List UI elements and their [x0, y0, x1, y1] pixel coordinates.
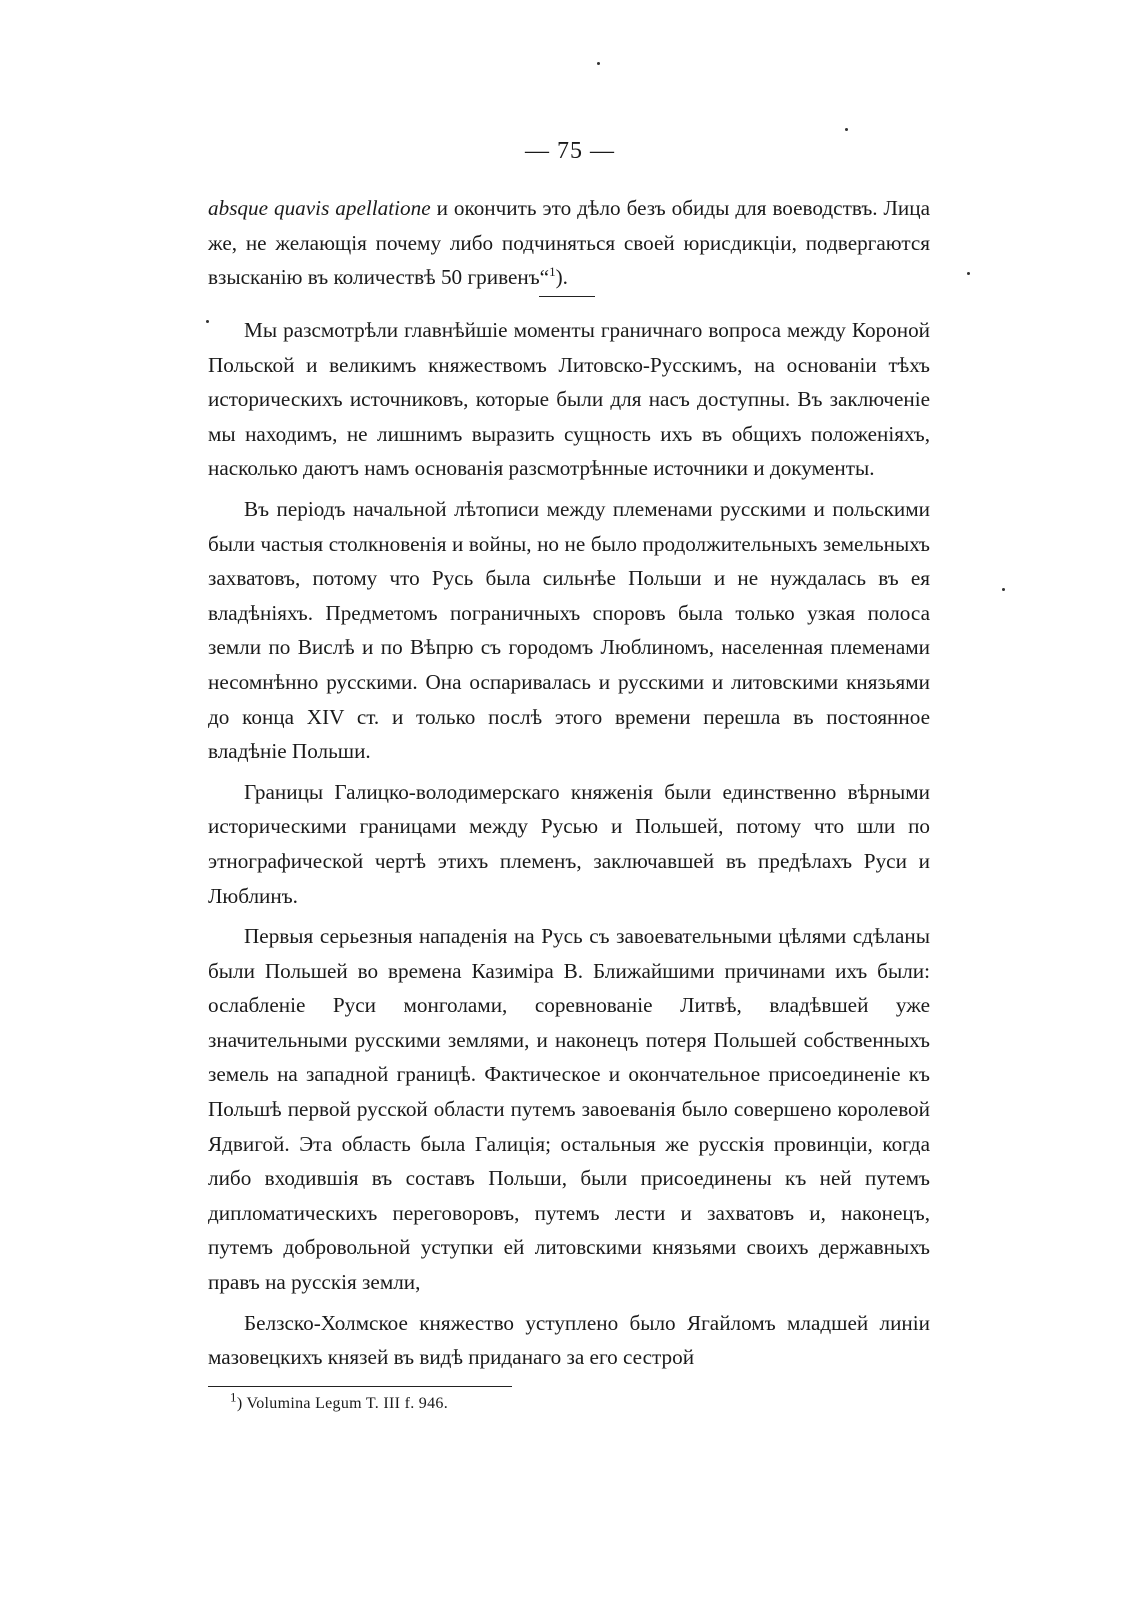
continuation-end: ). — [555, 265, 568, 290]
continuation-text: и окончить это дѣло безъ обиды для воеводствъ. Лица же, не желающія почему либо подчиняться своей юрисдикціи, подвергаются взысканію въ количествѣ 50 гривенъ“ — [208, 196, 930, 290]
scan-speck — [1002, 588, 1005, 591]
scan-speck — [206, 320, 209, 323]
section-divider — [539, 296, 595, 297]
scan-speck — [967, 272, 970, 275]
paragraph-continuation — [208, 191, 930, 295]
footnote — [230, 1389, 449, 1416]
body-text — [208, 313, 930, 1381]
footnote-marker: 1 — [230, 1389, 237, 1405]
latin-phrase: absque quavis apellatione — [208, 196, 431, 220]
paragraph: Белзско-Холмское княжество уступлено было Ягайломъ младшей линіи мазовецкихъ князей въ видѣ приданаго за его сестрой — [208, 1310, 930, 1370]
paragraph: Въ періодъ начальной лѣтописи между племенами русскими и польскими были частыя столкновенія и войны, но не было продолжительныхъ земельныхъ захватовъ, потому что Русь была сильнѣе Польши и не нуждалась въ ея владѣніяхъ. Предметомъ пограничныхъ споровъ была только узкая полоса земли по Вислѣ и по Вѣпрю съ городомъ Люблиномъ, населенная племенами несомнѣнно русскими. Она оспаривалась и русскими и литовскими князьями до конца XIV ст. и только послѣ этого времени перешла въ постоянное владѣніе Польши. — [208, 496, 930, 764]
page-number: — 75 — — [525, 138, 615, 164]
paragraph: Мы разсмотрѣли главнѣйшіе моменты граничнаго вопроса между Короной Польской и великимъ княжествомъ Литовско-Русскимъ, на основаніи тѣхъ историческихъ источниковъ, которые были для насъ доступны. Въ заключеніе мы находимъ, не лишнимъ выразить сущность ихъ въ общихъ положеніяхъ, насколько даютъ намъ основанія разсмотрѣнные источники и документы. — [208, 318, 930, 481]
paragraph: Границы Галицко-володимерскаго княженія были единственно вѣрными историческими границами между Русью и Польшей, потому что шли по этнографической чертѣ этихъ племенъ, заключавшей въ предѣлахъ Руси и Люблинъ. — [208, 779, 930, 908]
scan-speck — [845, 128, 848, 131]
footnote-reference: 1 — [549, 264, 556, 280]
paragraph: Первыя серьезныя нападенія на Русь съ завоевательными цѣлями сдѣланы были Польшей во времена Казиміра В. Ближайшими причинами ихъ были: ослабленіе Руси монголами, соревнованіе Литвѣ, владѣвшей уже значительными русскими землями, и наконецъ потеря Польшей собственныхъ земель на западной границѣ. Фактическое и окончательное присоединеніе къ Польшѣ первой русской области путемъ завоеванія было совершено королевой Ядвигой. Эта область была Галиція; остальныя же русскія провинціи, когда либо входившія въ составъ Польши, были присоединены къ ней путемъ дипломатическихъ переговоровъ, путемъ лести и захватовъ и, наконецъ, путемъ добровольной уступки ей литовскими князьями своихъ державныхъ правъ на русскія земли, — [208, 924, 930, 1295]
footnote-text: ) Volumina Legum T. III f. 946. — [236, 1395, 449, 1412]
footnote-divider — [208, 1386, 512, 1387]
continued-paragraph — [208, 191, 930, 295]
scan-speck — [597, 62, 600, 65]
